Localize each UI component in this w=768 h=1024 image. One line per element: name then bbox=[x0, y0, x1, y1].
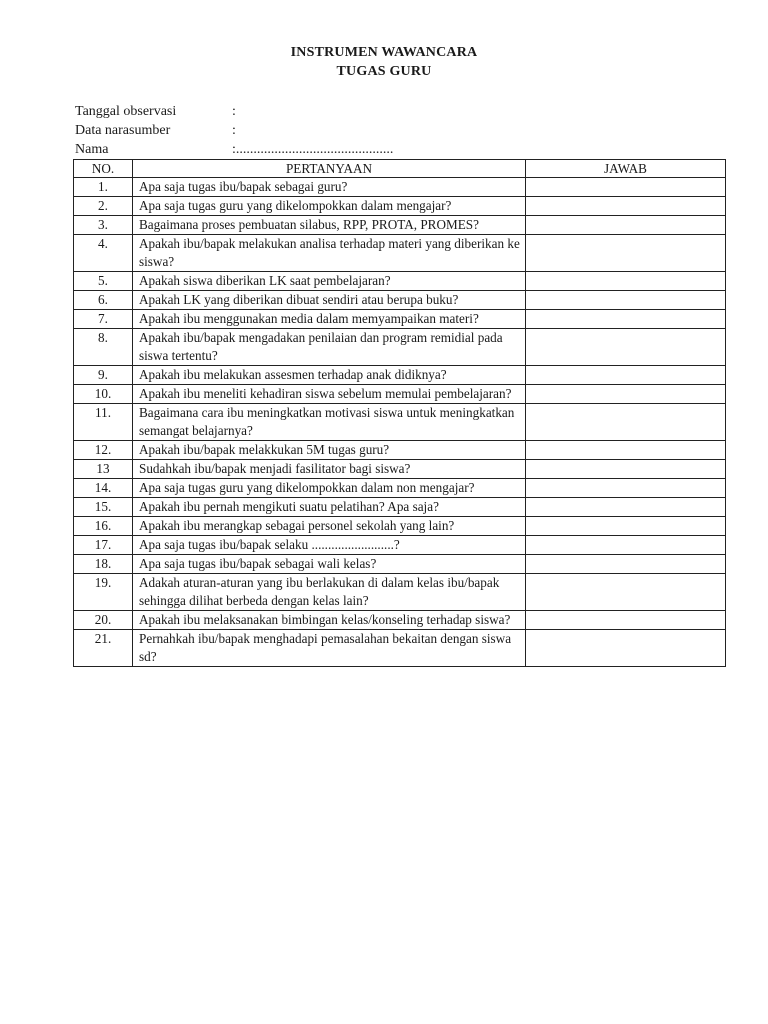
answer-cell bbox=[526, 216, 726, 235]
question-text: Bagaimana cara ibu meningkatkan motivasi siswa untuk meningkatkan semangat belajarnya? bbox=[133, 404, 526, 441]
meta-nama-value: :............................................. bbox=[232, 142, 394, 157]
question-text: Apa saja tugas guru yang dikelompokkan dalam mengajar? bbox=[133, 197, 526, 216]
question-number: 9. bbox=[74, 366, 133, 385]
table-row bbox=[74, 385, 726, 404]
meta-nama-label: Nama bbox=[75, 142, 109, 157]
answer-cell bbox=[526, 517, 726, 536]
question-text: Apakah ibu melakukan assesmen terhadap anak didiknya? bbox=[133, 366, 526, 385]
question-text: Sudahkah ibu/bapak menjadi fasilitator bagi siswa? bbox=[133, 460, 526, 479]
answer-cell bbox=[526, 197, 726, 216]
table-row bbox=[74, 479, 726, 498]
table-header-row bbox=[74, 160, 726, 178]
question-text: Pernahkah ibu/bapak menghadapi pemasalahan bekaitan dengan siswa sd? bbox=[133, 630, 526, 667]
question-text: Adakah aturan-aturan yang ibu berlakukan di dalam kelas ibu/bapak sehingga dilihat berbeda dengan kelas lain? bbox=[133, 574, 526, 611]
meta-narasumber-label: Data narasumber bbox=[75, 123, 171, 138]
answer-cell bbox=[526, 460, 726, 479]
question-number: 14. bbox=[74, 479, 133, 498]
table-row bbox=[74, 291, 726, 310]
answer-cell bbox=[526, 404, 726, 441]
question-text: Apakah ibu merangkap sebagai personel sekolah yang lain? bbox=[133, 517, 526, 536]
meta-tanggal-label: Tanggal observasi bbox=[75, 104, 177, 119]
header-no: NO. bbox=[74, 160, 133, 178]
table-row bbox=[74, 235, 726, 272]
question-number: 10. bbox=[74, 385, 133, 404]
question-number: 6. bbox=[74, 291, 133, 310]
answer-cell bbox=[526, 272, 726, 291]
answer-cell bbox=[526, 498, 726, 517]
question-number: 12. bbox=[74, 441, 133, 460]
meta-nama-row bbox=[75, 140, 393, 159]
table-row bbox=[74, 517, 726, 536]
table-row bbox=[74, 272, 726, 291]
answer-cell bbox=[526, 536, 726, 555]
question-text: Apakah ibu menggunakan media dalam memyampaikan materi? bbox=[133, 310, 526, 329]
table-row bbox=[74, 555, 726, 574]
question-text: Apakah ibu/bapak mengadakan penilaian dan program remidial pada siswa tertentu? bbox=[133, 329, 526, 366]
meta-tanggal-row bbox=[75, 102, 236, 121]
meta-narasumber-row bbox=[75, 121, 236, 140]
question-number: 7. bbox=[74, 310, 133, 329]
answer-cell bbox=[526, 555, 726, 574]
question-number: 16. bbox=[74, 517, 133, 536]
table-row bbox=[74, 536, 726, 555]
question-number: 21. bbox=[74, 630, 133, 667]
answer-cell bbox=[526, 441, 726, 460]
answer-cell bbox=[526, 329, 726, 366]
question-text: Apakah LK yang diberikan dibuat sendiri atau berupa buku? bbox=[133, 291, 526, 310]
question-number: 2. bbox=[74, 197, 133, 216]
question-text: Apakah ibu melaksanakan bimbingan kelas/konseling terhadap siswa? bbox=[133, 611, 526, 630]
question-number: 19. bbox=[74, 574, 133, 611]
answer-cell bbox=[526, 385, 726, 404]
table-row bbox=[74, 498, 726, 517]
question-text: Apakah ibu/bapak melakukan analisa terhadap materi yang diberikan ke siswa? bbox=[133, 235, 526, 272]
question-text: Apakah siswa diberikan LK saat pembelajaran? bbox=[133, 272, 526, 291]
question-number: 3. bbox=[74, 216, 133, 235]
answer-cell bbox=[526, 235, 726, 272]
question-text: Bagaimana proses pembuatan silabus, RPP, PROTA, PROMES? bbox=[133, 216, 526, 235]
table-row bbox=[74, 611, 726, 630]
header-jawab: JAWAB bbox=[526, 160, 726, 178]
question-number: 13 bbox=[74, 460, 133, 479]
table-row bbox=[74, 197, 726, 216]
answer-cell bbox=[526, 611, 726, 630]
question-number: 8. bbox=[74, 329, 133, 366]
table-row bbox=[74, 366, 726, 385]
table-row bbox=[74, 574, 726, 611]
table-row bbox=[74, 329, 726, 366]
answer-cell bbox=[526, 291, 726, 310]
table-row bbox=[74, 460, 726, 479]
header-pertanyaan: PERTANYAAN bbox=[133, 160, 526, 178]
answer-cell bbox=[526, 479, 726, 498]
question-text: Apakah ibu pernah mengikuti suatu pelatihan? Apa saja? bbox=[133, 498, 526, 517]
question-number: 11. bbox=[74, 404, 133, 441]
question-text: Apakah ibu/bapak melakkukan 5M tugas guru? bbox=[133, 441, 526, 460]
answer-cell bbox=[526, 178, 726, 197]
table-row bbox=[74, 216, 726, 235]
answer-cell bbox=[526, 310, 726, 329]
question-text: Apakah ibu meneliti kehadiran siswa sebelum memulai pembelajaran? bbox=[133, 385, 526, 404]
answer-cell bbox=[526, 366, 726, 385]
question-number: 20. bbox=[74, 611, 133, 630]
interview-table bbox=[73, 159, 726, 667]
document-subtitle: TUGAS GURU bbox=[336, 64, 432, 79]
question-text: Apa saja tugas guru yang dikelompokkan dalam non mengajar? bbox=[133, 479, 526, 498]
table-row bbox=[74, 630, 726, 667]
question-text: Apa saja tugas ibu/bapak selaku .........................? bbox=[133, 536, 526, 555]
question-number: 15. bbox=[74, 498, 133, 517]
table-row bbox=[74, 404, 726, 441]
question-number: 1. bbox=[74, 178, 133, 197]
table-row bbox=[74, 310, 726, 329]
question-text: Apa saja tugas ibu/bapak sebagai guru? bbox=[133, 178, 526, 197]
table-row bbox=[74, 178, 726, 197]
question-number: 5. bbox=[74, 272, 133, 291]
question-number: 17. bbox=[74, 536, 133, 555]
meta-tanggal-value: : bbox=[232, 104, 236, 119]
question-number: 4. bbox=[74, 235, 133, 272]
table-row bbox=[74, 441, 726, 460]
question-number: 18. bbox=[74, 555, 133, 574]
answer-cell bbox=[526, 574, 726, 611]
question-text: Apa saja tugas ibu/bapak sebagai wali kelas? bbox=[133, 555, 526, 574]
answer-cell bbox=[526, 630, 726, 667]
meta-narasumber-value: : bbox=[232, 123, 236, 138]
document-title: INSTRUMEN WAWANCARA bbox=[290, 45, 478, 60]
